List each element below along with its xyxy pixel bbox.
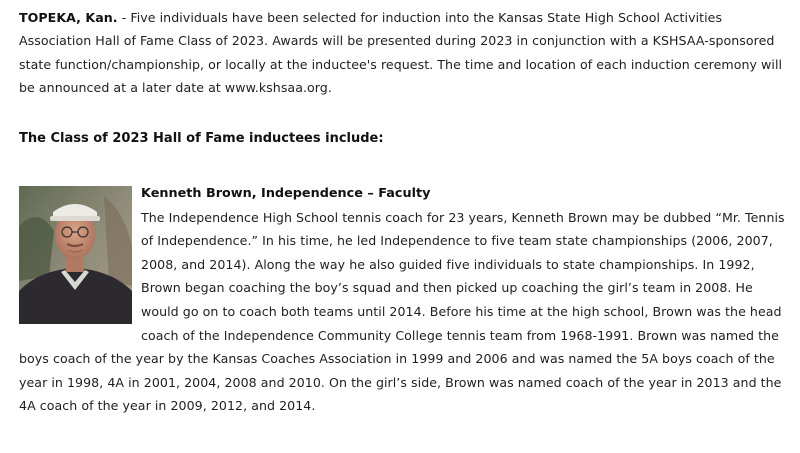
article <box>19 6 789 414</box>
intro-text: - Five individuals have been selected for induction into the Kansas State High School Activities Association Hall of Fame Class of 2023. Awards will be presented during 2023 in conjunction with a KSHSAA-sponsored state function/championship, or locally at the inductee's request. The time and location of each induction ceremony will be announced at a later date at www.kshsaa.org. <box>19 10 783 96</box>
inductee-bio: The Independence High School tennis coach for 23 years, Kenneth Brown may be dubbed “Mr. Tennis of Independence.” In his time, he led Independence to five team state championships (2006, 2007, 2008, and 2014). Along the way he also guided five individuals to state championships. In 1992, Brown began coaching the boy’s squad and then picked up coaching the girl’s team in 2008. He would go on to coach both teams until 2014. Before his time at the high school, Brown was the head coach of the Independence Community College tennis team from 1968-1991. Brown was named the boys coach of the year by the Kansas Coaches Association in 1999 and 2006 and was named the 5A boys coach of the year in 1998, 4A in 2001, 2004, 2008 and 2010. On the girl’s side, Brown was named coach of the year in 2013 and the 4A coach of the year in 2009, 2012, and 2014. <box>19 209 785 414</box>
portrait-illustration <box>19 186 132 324</box>
section-heading: The Class of 2023 Hall of Fame inductees include: <box>19 131 384 146</box>
inductee-name: Kenneth Brown, Independence – Faculty <box>141 186 431 201</box>
intro-paragraph <box>19 6 789 100</box>
inductee-photo <box>19 186 132 324</box>
dateline: TOPEKA, Kan. <box>19 10 118 25</box>
inductee-profile <box>19 176 789 418</box>
